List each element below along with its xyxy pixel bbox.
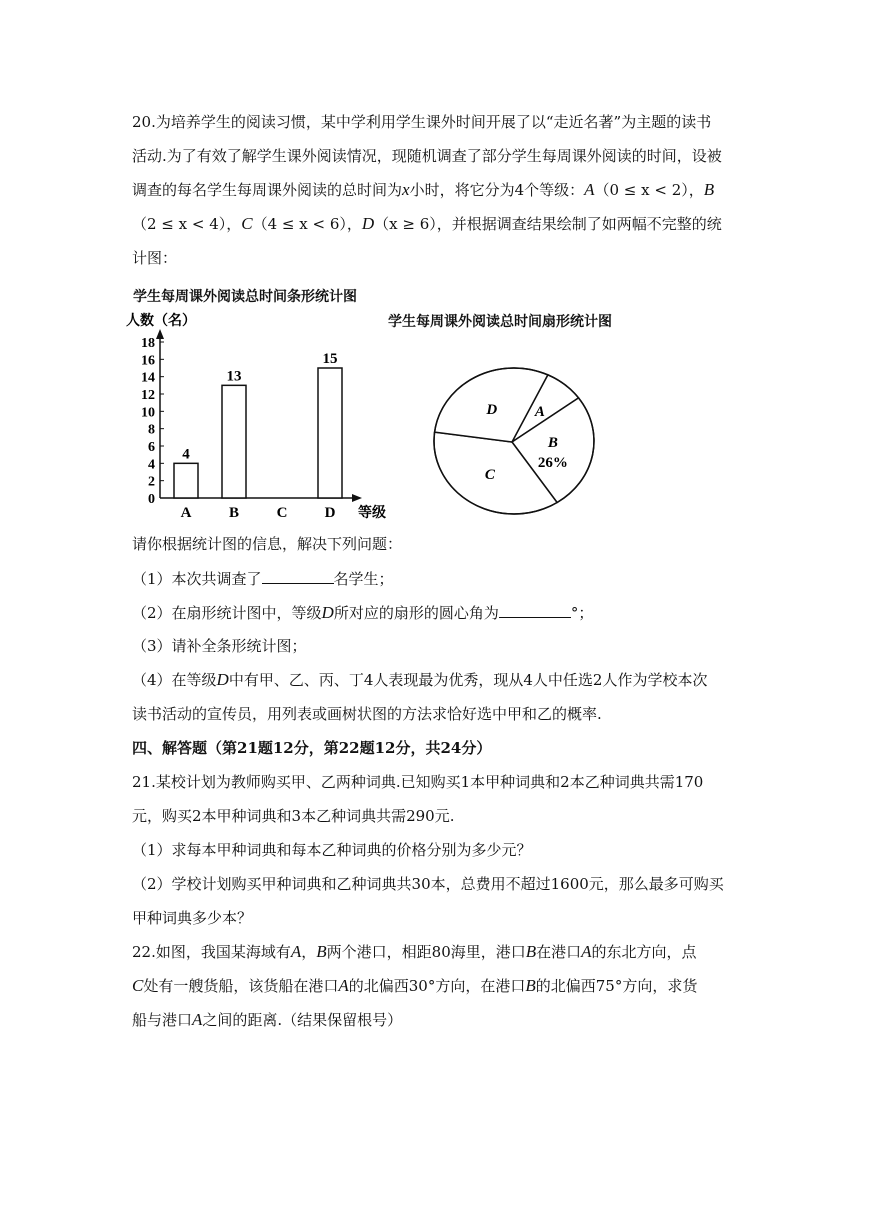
q22-text-4: 的东北方向，点 xyxy=(591,943,697,961)
pie-label-a: A xyxy=(534,403,545,420)
y-tick-label: 18 xyxy=(141,336,155,351)
q20-line-3 xyxy=(132,181,714,199)
pie-label-b: B xyxy=(547,434,558,451)
y-tick-label: 4 xyxy=(148,457,155,473)
bar-chart-title: 学生每周课外阅读总时间条形统计图 xyxy=(133,289,357,305)
q20-sub-2-text-b: 所对应的扇形的圆心角为 xyxy=(333,604,499,622)
q22-text-6: 的北偏西30°方向，在港口 xyxy=(348,977,526,995)
grade-d-label: D xyxy=(361,214,375,233)
bar-a xyxy=(174,463,198,498)
x-tick-label-d: D xyxy=(324,505,336,521)
y-tick-label: 0 xyxy=(148,492,155,507)
port-a-4: A xyxy=(192,1010,203,1029)
variable-x: x xyxy=(402,180,410,199)
port-a: A xyxy=(290,942,302,961)
q22-text-5: 处有一艘货船，该货船在港口 xyxy=(143,977,339,995)
variable-d: D xyxy=(321,603,334,622)
y-tick-label: 8 xyxy=(148,422,155,438)
q22-comma: ， xyxy=(301,943,317,961)
x-axis-arrow xyxy=(352,494,362,502)
data-label-d: 15 xyxy=(322,351,338,367)
q21-sub-1: （1）求每本甲种词典和每本乙种词典的价格分别为多少元？ xyxy=(132,841,532,859)
q21-line-2: 元，购买2本甲种词典和3本乙种词典共需290元. xyxy=(132,807,455,825)
q21-sub-2-cont: 甲种词典多少本？ xyxy=(132,909,253,927)
q20-sub-1-text: （1）本次共调查了 xyxy=(132,570,262,588)
port-a-3: A xyxy=(338,976,349,995)
y-tick-label: 14 xyxy=(141,370,155,386)
bar-chart xyxy=(120,305,395,523)
grade-c-range: （4 ≤ x < 6）， xyxy=(252,215,362,233)
q20-line-5: 计图： xyxy=(132,249,178,267)
q20-sub-4-text-b: 中有甲、乙、丙、丁4人表现最为优秀，现从4人中任选2人作为学校本次 xyxy=(228,671,708,689)
q22-text-3: 在港口 xyxy=(536,943,582,961)
x-axis-label: 等级 xyxy=(358,506,386,521)
q20-sub-2-tail: °； xyxy=(570,604,594,622)
q20-sub-4-cont: 读书活动的宣传员，用列表或画树状图的方法求恰好选中甲和乙的概率. xyxy=(132,705,602,723)
q20-sub-2 xyxy=(132,603,593,622)
grade-a-label: A xyxy=(584,180,595,199)
q20-sub-3: （3）请补全条形统计图； xyxy=(132,637,307,655)
q20-sub-4 xyxy=(132,671,707,689)
y-tick-label: 16 xyxy=(141,353,155,369)
port-a-2: A xyxy=(581,942,592,961)
grade-b-label: B xyxy=(703,180,715,199)
q21-line-1: 21.某校计划为教师购买甲、乙两种词典.已知购买1本甲种词典和2本乙种词典共需170 xyxy=(132,773,704,791)
grade-d-range: （x ≥ 6）， xyxy=(374,215,452,233)
q20-line-4 xyxy=(132,215,722,233)
data-label-b: 13 xyxy=(226,368,242,385)
pie-percent-b: 26% xyxy=(537,454,568,471)
grade-c-label: C xyxy=(241,214,253,233)
q22-text-9: 之间的距离.（结果保留根号） xyxy=(202,1011,403,1029)
section-4-heading: 四、解答题（第21题12分，第22题12分，共24分） xyxy=(132,739,492,757)
pie-label-c: C xyxy=(484,467,495,484)
q20-line-3-text: 调查的每名学生每周课外阅读的总时间为 xyxy=(132,181,403,199)
port-b: B xyxy=(316,942,327,961)
data-label-a: 4 xyxy=(182,446,190,463)
port-b-3: B xyxy=(525,976,536,995)
point-c: C xyxy=(132,976,144,995)
q20-line-1: 20.为培养学生的阅读习惯，某中学利用学生课外时间开展了以“走近名著”为主题的读书 xyxy=(132,113,712,131)
q20-line-2: 活动.为了有效了解学生课外阅读情况，现随机调查了部分学生每周课外阅读的时间，设被 xyxy=(132,147,722,165)
x-tick-label-b: B xyxy=(228,505,240,521)
q20-sub-1 xyxy=(132,569,394,588)
q22-text-8: 船与港口 xyxy=(132,1011,193,1029)
grade-a-range: （0 ≤ x < 2）， xyxy=(594,181,704,199)
q20-line-3-text-b: 小时，将它分为4个等级： xyxy=(409,181,585,199)
y-tick-label: 10 xyxy=(141,405,155,421)
x-tick-label-c: C xyxy=(276,505,288,521)
q22-line-3 xyxy=(132,1011,402,1029)
q21-sub-2: （2）学校计划购买甲种词典和乙种词典共30本，总费用不超过1600元，那么最多可购买 xyxy=(132,875,724,893)
q22-text-7: 的北偏西75°方向，求货 xyxy=(535,977,698,995)
q22-text-2: 两个港口，相距80海里，港口 xyxy=(326,943,526,961)
q22-line-2 xyxy=(132,977,697,995)
answer-blank-1[interactable] xyxy=(262,569,334,584)
bar-b xyxy=(222,385,246,498)
y-axis-arrow xyxy=(156,329,164,339)
q20-sub-4-text: （4）在等级 xyxy=(132,671,217,689)
q22-text-1: 22.如图，我国某海域有 xyxy=(132,943,291,961)
answer-blank-2[interactable] xyxy=(499,603,571,618)
variable-d-2: D xyxy=(216,670,229,689)
bar-d xyxy=(318,368,342,498)
pie-label-d: D xyxy=(486,401,498,418)
grade-b-range: （2 ≤ x < 4）， xyxy=(132,215,242,233)
q20-sub-2-text: （2）在扇形统计图中，等级 xyxy=(132,604,322,622)
q22-line-1 xyxy=(132,943,697,961)
y-tick-label: 12 xyxy=(141,388,155,403)
y-axis-label: 人数（名） xyxy=(126,314,196,329)
x-tick-label-a: A xyxy=(180,505,192,521)
y-tick-label: 6 xyxy=(148,440,155,455)
pie-chart xyxy=(428,365,600,517)
port-b-2: B xyxy=(525,942,537,961)
q20-line-4-text: 并根据调查结果绘制了如两幅不完整的统 xyxy=(451,215,722,233)
pie-chart-title: 学生每周课外阅读总时间扇形统计图 xyxy=(388,314,612,330)
q20-prompt: 请你根据统计图的信息，解决下列问题： xyxy=(132,535,403,553)
q20-sub-1-tail: 名学生； xyxy=(333,570,394,588)
y-tick-label: 2 xyxy=(148,474,155,490)
